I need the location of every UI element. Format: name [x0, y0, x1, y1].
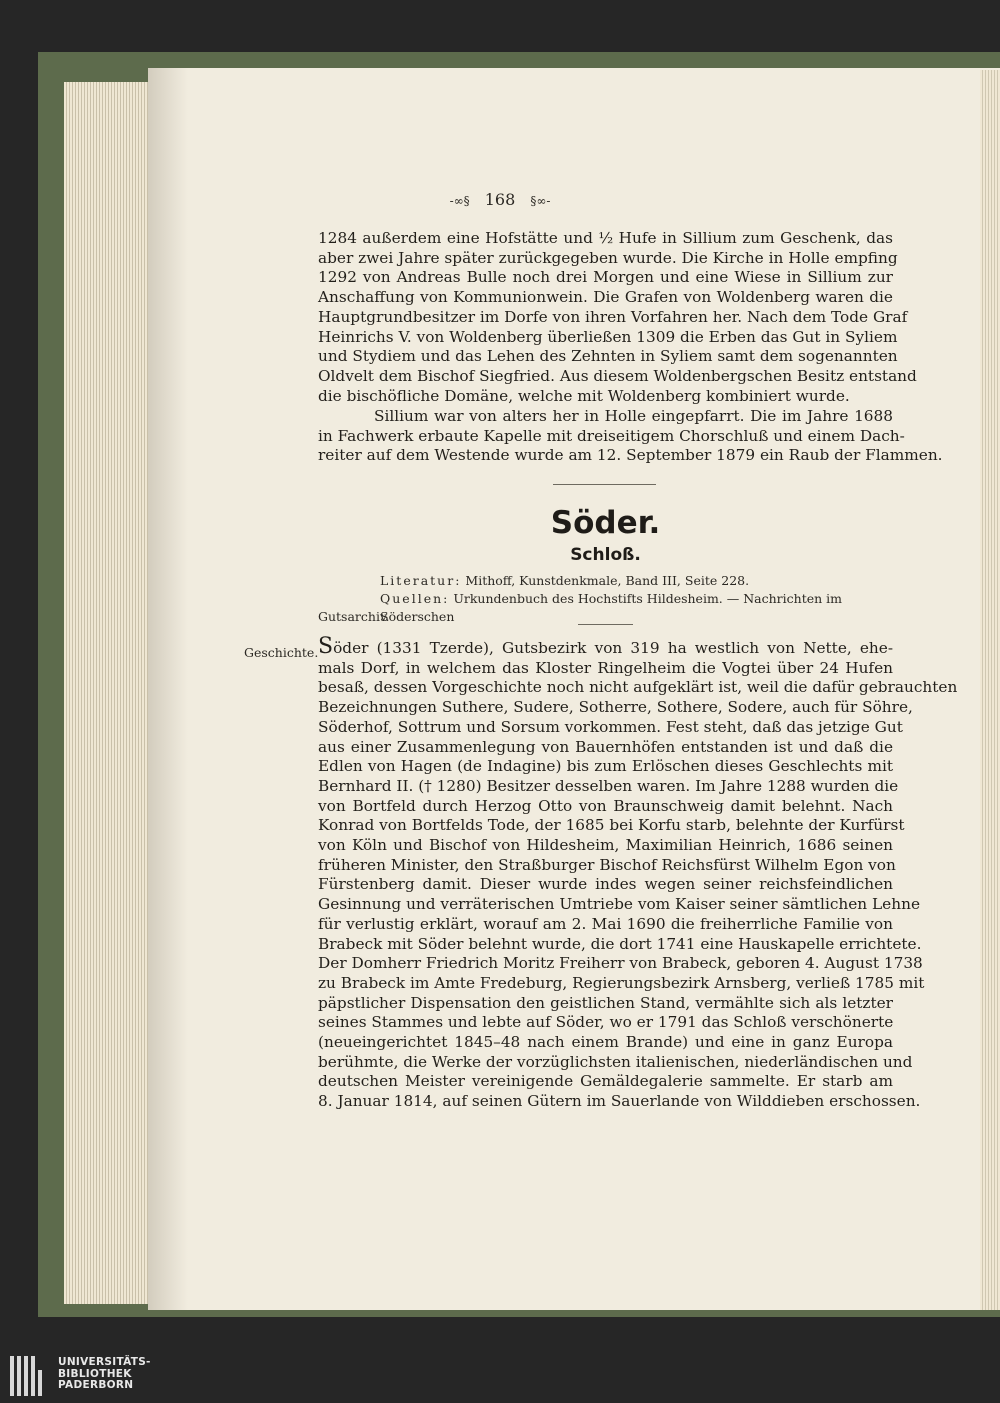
text-line: deutschen Meister vereinigende Gemäldegalerie sammelte. Er starb am	[318, 1072, 893, 1091]
text-line: reiter auf dem Westende wurde am 12. September 1879 ein Raub der Flammen.	[318, 446, 943, 465]
text-line: (neueingerichtet 1845–48 nach einem Brande) und eine in ganz Europa	[318, 1033, 893, 1052]
page-number: 168	[484, 190, 516, 209]
text-line: 1284 außerdem eine Hofstätte und ½ Hufe in Sillium zum Geschenk, das	[318, 229, 893, 247]
logo-line-2: BIBLIOTHEK	[58, 1367, 132, 1380]
text-line: aus einer Zusammenlegung von Bauernhöfen entstanden ist und daß die	[318, 737, 893, 756]
text-line: Fürstenberg damit. Dieser wurde indes wegen seiner reichsfeindlichen	[318, 875, 893, 894]
gutter-shadow	[148, 68, 188, 1310]
text-line: Anschaffung von Kommunionwein. Die Grafen von Woldenberg waren die	[318, 288, 893, 307]
page-edges	[64, 82, 152, 1304]
text-line: für verlustig erklärt, worauf am 2. Mai 1690 die freiherrliche Familie von	[318, 914, 893, 933]
quellen-text-cont: Gutsarchiv.	[318, 609, 390, 624]
text-line: Hauptgrundbesitzer im Dorfe von ihren Vorfahren her. Nach dem Tode Graf	[318, 307, 908, 326]
text-line: Heinrichs V. von Woldenberg überließen 1309 die Erben das Gut in Syliem	[318, 327, 898, 346]
section-title: Söder.	[550, 505, 661, 541]
text-line: Sillium war von alters her in Holle eingepfarrt. Die im Jahre 1688	[374, 407, 893, 425]
library-logo-icon	[10, 1356, 50, 1396]
section-divider	[553, 484, 656, 485]
text-line: 8. Januar 1814, auf seinen Gütern im Sauerlande von Wilddieben erschossen.	[318, 1092, 921, 1111]
text-line: seines Stammes und lebte auf Söder, wo er 1791 das Schloß verschönerte	[318, 1013, 894, 1032]
text-line: 1292 von Andreas Bulle noch drei Morgen und eine Wiese in Sillium zur	[318, 268, 893, 287]
paragraph-sillium-1	[318, 229, 917, 406]
logo-line-1: UNIVERSITÄTS-	[58, 1356, 151, 1368]
text-line: berühmte, die Werke der vorzüglichsten italienischen, niederländischen und	[318, 1052, 913, 1071]
text-line: und Stydiem und das Lehen des Zehnten in Syliem samt dem sogenannten	[318, 347, 898, 366]
text-line: in Fachwerk erbaute Kapelle mit dreiseitigem Chorschluß und einem Dach-	[318, 426, 905, 445]
section-subtitle: Schloß.	[570, 545, 641, 565]
logo-line-3: PADERBORN	[58, 1379, 134, 1391]
text-line: Bernhard II. († 1280) Besitzer desselben waren. Im Jahre 1288 wurden die	[318, 776, 899, 795]
text-line: Söderhof, Sottrum und Sorsum vorkommen. Fest steht, daß das jetzige Gut	[318, 717, 903, 736]
text-line: Gesinnung und verräterischen Umtriebe vom Kaiser seiner sämtlichen Lehne	[318, 895, 920, 914]
text-line: früheren Minister, den Straßburger Bischof Reichsfürst Wilhelm Egon von	[318, 855, 896, 874]
quellen-text: Urkundenbuch des Hochstifts Hildesheim. — Nachrichten im Söderschen	[380, 591, 842, 624]
margin-note: Geschichte.	[244, 645, 319, 660]
text-line: die bischöfliche Domäne, welche mit Woldenberg kombiniert wurde.	[318, 386, 850, 405]
ornament-left: -∞§	[449, 194, 470, 208]
library-logo-text	[58, 1357, 151, 1392]
paragraph-sillium-2	[318, 407, 943, 466]
text-line: Oldvelt dem Bischof Siegfried. Aus diesem Woldenbergschen Besitz entstand	[318, 366, 917, 385]
section-divider-small	[578, 624, 633, 625]
text-line: Der Domherr Friedrich Moritz Freiherr von Brabeck, geboren 4. August 1738	[318, 954, 923, 973]
text-line: mals Dorf, in welchem das Kloster Ringelheim die Vogtei über 24 Hufen	[318, 658, 893, 677]
text-line: zu Brabeck im Amte Fredeburg, Regierungsbezirk Arnsberg, verließ 1785 mit	[318, 973, 925, 992]
quellen-label: Quellen:	[380, 591, 450, 606]
text-line: aber zwei Jahre später zurückgegeben wurde. Die Kirche in Holle empfing	[318, 248, 898, 267]
text-line: Brabeck mit Söder belehnt wurde, die dort 1741 eine Hauskapelle errichtete.	[318, 934, 922, 953]
text-line: von Bortfeld durch Herzog Otto von Braunschweig damit belehnt. Nach	[318, 796, 893, 815]
ornament-right: §∞-	[530, 194, 551, 208]
literatur-text: Mithoff, Kunstdenkmale, Band III, Seite 228.	[465, 573, 750, 588]
text-line: Edlen von Hagen (de Indagine) bis zum Erlöschen dieses Geschlechts mit	[318, 757, 893, 776]
paragraph-soeder	[318, 634, 958, 1112]
literatur-label: Literatur:	[380, 573, 462, 588]
right-page-edge	[980, 70, 1000, 1310]
text-line: von Köln und Bischof von Hildesheim, Maximilian Heinrich, 1686 seinen	[318, 836, 893, 855]
literatur-ref	[380, 572, 900, 590]
text-line: Konrad von Bortfelds Tode, der 1685 bei Korfu starb, belehnte der Kurfürst	[318, 816, 905, 835]
page-header	[0, 190, 1000, 209]
text-line: Bezeichnungen Suthere, Sudere, Sotherre, Sothere, Sodere, auch für Söhre,	[318, 698, 913, 717]
text-line: Söder (1331 Tzerde), Gutsbezirk von 319 ha westlich von Nette, ehe-	[318, 634, 893, 659]
text-line: päpstlicher Dispensation den geistlichen Stand, vermählte sich als letzter	[318, 993, 893, 1012]
text-line: besaß, dessen Vorgeschichte noch nicht aufgeklärt ist, weil die dafür gebrauchten	[318, 678, 958, 697]
